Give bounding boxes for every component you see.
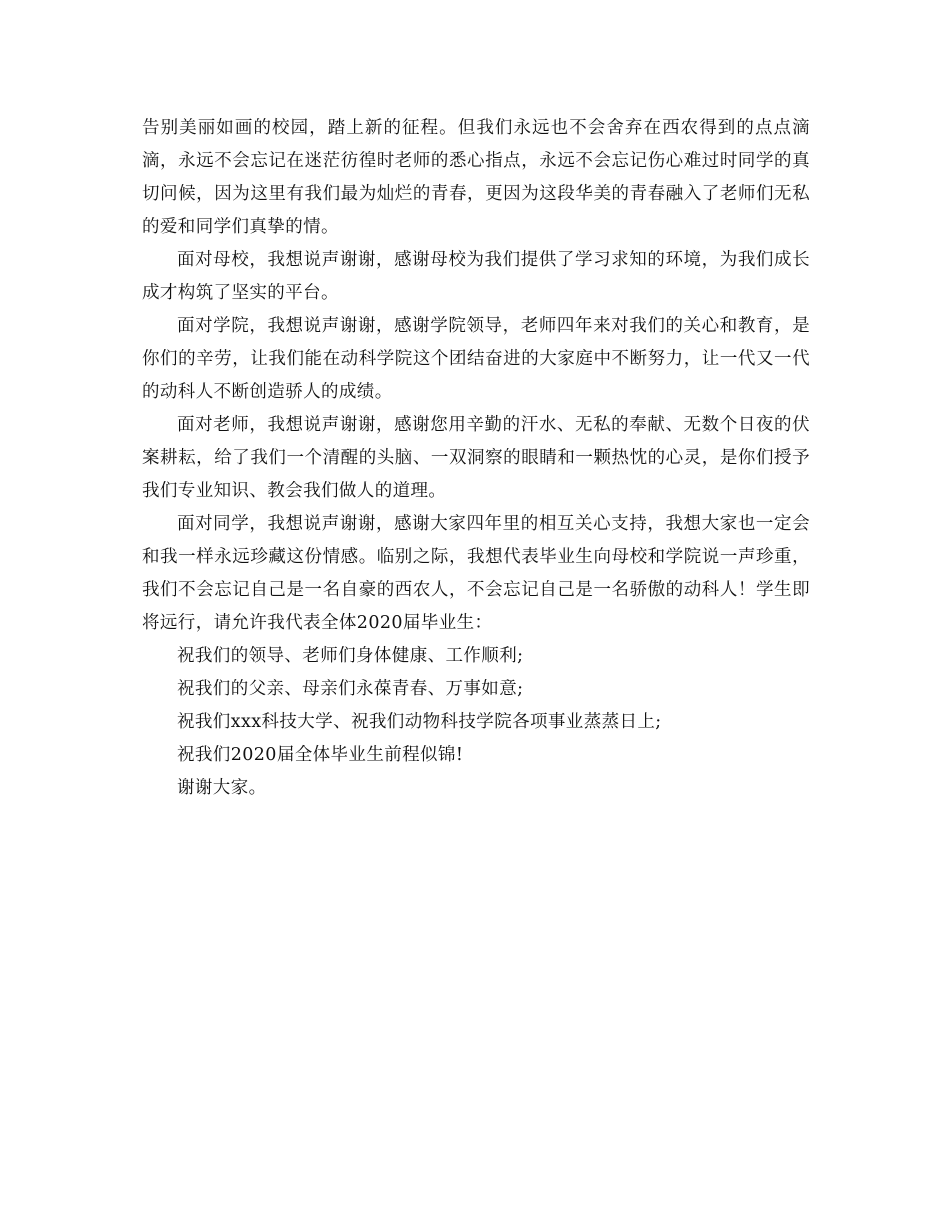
wish-parents: 祝我们的父亲、母亲们永葆青春、万事如意;: [177, 679, 524, 699]
paragraph-school: 面对母校，我想说声谢谢，感谢母校为我们提供了学习求知的环境，为我们成长成才构筑了坚实的平台。: [142, 250, 810, 303]
wish-university: 祝我们xxx科技大学、祝我们动物科技学院各项事业蒸蒸日上;: [177, 712, 662, 732]
closing-thanks: 谢谢大家。: [177, 778, 267, 798]
paragraph-teachers: 面对老师，我想说声谢谢，感谢您用辛勤的汗水、无私的奉献、无数个日夜的伏案耕耘，给了我们一个清醒的头脑、一双洞察的眼睛和一颗热忱的心灵，是你们授予我们专业知识、教会我们做人的道理。: [142, 415, 810, 501]
wish-graduates: 祝我们2020届全体毕业生前程似锦!: [177, 745, 464, 765]
paragraph-classmates: 面对同学，我想说声谢谢，感谢大家四年里的相互关心支持，我想大家也一定会和我一样永远珍藏这份情感。临别之际，我想代表毕业生向母校和学院说一声珍重，我们不会忘记自己是一名自豪的西农人，不会忘记自己是一名骄傲的动科人！学生即将远行，请允许我代表全体2020届毕业生：: [142, 514, 810, 633]
wish-leaders: 祝我们的领导、老师们身体健康、工作顺利;: [177, 646, 524, 666]
document-page: [142, 112, 810, 805]
paragraph-college: 面对学院，我想说声谢谢，感谢学院领导，老师四年来对我们的关心和教育，是你们的辛劳，让我们能在动科学院这个团结奋进的大家庭中不断努力，让一代又一代的动科人不断创造骄人的成绩。: [142, 316, 810, 402]
paragraph-farewell: 告别美丽如画的校园，踏上新的征程。但我们永远也不会舍弃在西农得到的点点滴滴，永远不会忘记在迷茫彷徨时老师的悉心指点，永远不会忘记伤心难过时同学的真切问候，因为这里有我们最为灿烂的青春，更因为这段华美的青春融入了老师们无私的爱和同学们真挚的情。: [142, 118, 810, 237]
